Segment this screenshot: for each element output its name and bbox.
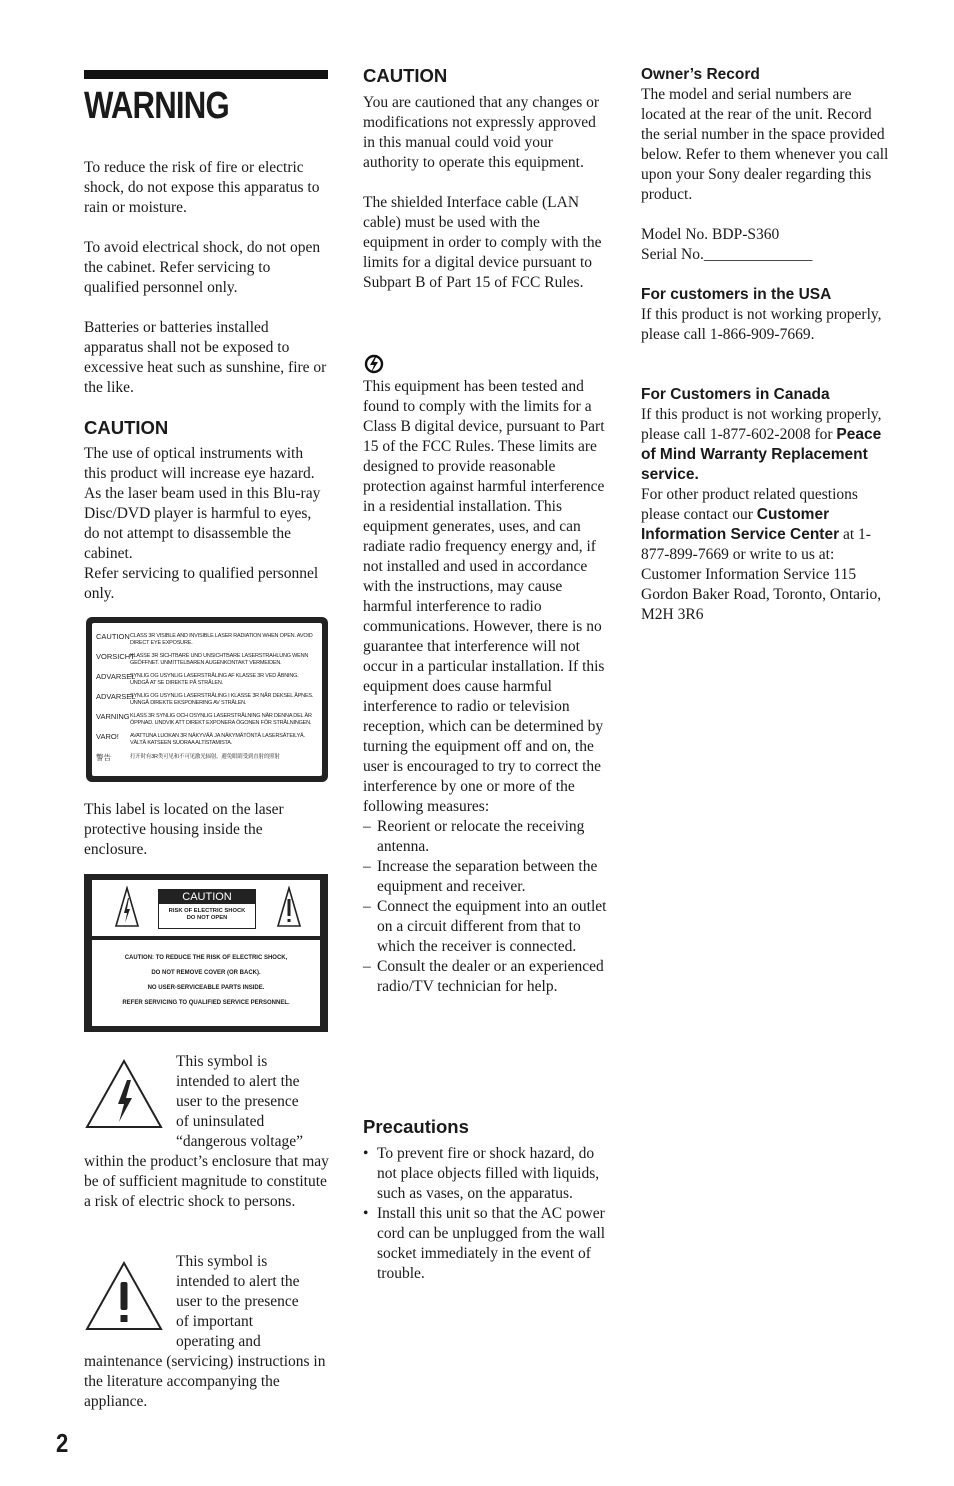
fcc-list-item: – Reorient or relocate the receiving antenna. — [363, 818, 585, 855]
symbol1-description: within the product’s enclosure that may be of sufficient magnitude to constitute a risk of electric shock to persons. — [84, 1153, 329, 1210]
symbol1-line: “dangerous voltage” — [176, 1133, 303, 1150]
symbol2-description: maintenance (servicing) instructions in the literature accompanying the appliance. — [84, 1353, 326, 1410]
symbol1-line: user to the presence — [176, 1093, 299, 1110]
canada-paragraph-2: For other product related questions please contact our Customer Information Service Center at 1-877-899-7669 or write to us at: Customer Information Service 115 Gordon Baker Road, Toronto, Ontario, M2H 3R6 — [641, 486, 882, 623]
page-number: 2 — [56, 1428, 69, 1458]
lightning-bolt-icon — [114, 886, 140, 928]
caution-label-line: REFER SERVICING TO QUALIFIED SERVICE PERSONNEL. — [122, 1000, 290, 1006]
canada-paragraph-1: If this product is not working properly, please call 1-877-602-2008 for Peace of Mind Warranty Replacement service. — [641, 406, 882, 483]
symbol2-line: operating and — [176, 1333, 261, 1350]
laser-label-row: ADVARSEL SYNLIG OG USYNLIG LASERSTRÅLING AF KLASSE 3R VED ÅBNING. UNDGÅ AT SE DIREKTE PÅ STRÅLEN. — [96, 672, 299, 686]
dangerous-voltage-icon — [84, 1058, 164, 1130]
exclamation-icon — [276, 886, 302, 928]
warning-paragraph-2: To avoid electrical shock, do not open the cabinet. Refer servicing to qualified personnel only. — [84, 239, 321, 296]
owners-record-heading: Owner’s Record — [641, 66, 760, 83]
laser-label-row: VARO! AVATTUNA LUOKAN 3R NÄKYVÄÄ JA NÄKYMÄTÖNTÄ LASERSÄTEILYÄ. VÄLTÄ KATSEEN SUORAA ALTISTAMISTA. — [96, 732, 305, 746]
caution-heading-1: CAUTION — [84, 417, 169, 438]
precautions-heading: Precautions — [363, 1116, 469, 1137]
caution1-paragraph-1: The use of optical instruments with this product will increase eye hazard. As the laser beam used in this Blu-ray Disc/DVD player is harmful to eyes, do not attempt to disassemble the cabinet. — [84, 445, 321, 562]
caution1-paragraph-2: Refer servicing to qualified personnel only. — [84, 565, 319, 602]
laser-label-note: This label is located on the laser protective housing inside the enclosure. — [84, 801, 284, 858]
symbol2-line: of important — [176, 1313, 254, 1330]
symbol2-line: intended to alert the — [176, 1273, 300, 1290]
caution-label-line: CAUTION: TO REDUCE THE RISK OF ELECTRIC SHOCK, — [124, 955, 288, 961]
caution-heading-2: CAUTION — [363, 65, 448, 86]
usa-paragraph: If this product is not working properly, please call 1-866-909-7669. — [641, 306, 882, 343]
fcc-section — [363, 377, 607, 997]
fcc-list-item: – Consult the dealer or an experienced radio/TV technician for help. — [363, 958, 604, 995]
laser-label-row: CAUTION CLASS 3R VISIBLE AND INVISIBLE LASER RADIATION WHEN OPEN. AVOID DIRECT EYE EXPOSURE. — [96, 632, 313, 646]
caution-label-line: NO USER-SERVICEABLE PARTS INSIDE. — [147, 985, 265, 991]
symbol2-text-top — [176, 1252, 336, 1352]
symbol1-line: of uninsulated — [176, 1113, 265, 1130]
laser-label-row: ADVARSEL SYNLIG OG USYNLIG LASERSTRÅLING I KLASSE 3R NÅR DEKSEL ÅPNES. UNNGÅ DIREKTE EKSPONERING AV STRÅLEN. — [96, 692, 314, 706]
precautions-list-item: • Install this unit so that the AC power cord can be unplugged from the wall socket immediately in the event of trouble. — [363, 1205, 606, 1282]
owners-record-paragraph: The model and serial numbers are located at the rear of the unit. Record the serial number in the space provided below. Refer to them whenever you call upon your Sony dealer regarding this product. — [641, 86, 889, 203]
caution-section-2 — [363, 65, 607, 293]
precautions-section — [363, 1116, 607, 1284]
canada-section — [641, 385, 891, 625]
symbol1-line: intended to alert the — [176, 1073, 300, 1090]
precautions-list-item: • To prevent fire or shock hazard, do not place objects filled with liquids, such as vases, on the apparatus. — [363, 1145, 600, 1202]
laser-label-row: 警告 打开时有3R类可见和不可见激光辐射，避免眼睛受到直射的照射 — [96, 753, 280, 762]
usa-section — [641, 285, 891, 345]
caution2-paragraph-1: You are cautioned that any changes or modifications not expressly approved in this manual could void your authority to operate this equipment. — [363, 94, 600, 171]
fcc-list-item: – Connect the equipment into an outlet on a circuit different from that to which the receiver is connected. — [363, 898, 607, 955]
electric-shock-caution-label — [84, 874, 328, 1032]
caution-label-line: DO NOT REMOVE COVER (OR BACK). — [151, 970, 261, 976]
usa-heading: For customers in the USA — [641, 286, 832, 303]
symbol2-line: This symbol is — [176, 1253, 268, 1270]
warning-paragraph-1: To reduce the risk of fire or electric shock, do not expose this apparatus to rain or moisture. — [84, 159, 320, 216]
warning-paragraph-3: Batteries or batteries installed apparatus shall not be exposed to excessive heat such as sunshine, fire or the like. — [84, 319, 327, 396]
warning-title: WARNING — [84, 85, 229, 127]
model-number: Model No. BDP-S360 — [641, 226, 780, 243]
caution2-paragraph-2: The shielded Interface cable (LAN cable) must be used with the equipment in order to comply with the limits for a digital device pursuant to Subpart B of Part 15 of FCC Rules. — [363, 194, 602, 291]
important-instructions-icon — [84, 1260, 164, 1332]
canada-heading: For Customers in Canada — [641, 386, 830, 403]
symbol2-line: user to the presence — [176, 1293, 299, 1310]
warning-title-bar — [84, 70, 328, 79]
caution-section-1 — [84, 417, 328, 604]
symbol1-line: This symbol is — [176, 1053, 268, 1070]
caution-label-header: CAUTION RISK OF ELECTRIC SHOCK DO NOT OPEN — [158, 889, 256, 929]
owners-record-section — [641, 65, 891, 265]
fcc-logo-icon — [364, 354, 384, 374]
serial-number: Serial No.______________ — [641, 246, 813, 263]
fcc-list-item: – Increase the separation between the equipment and receiver. — [363, 858, 598, 895]
laser-label-row: VARNING KLASS 3R SYNLIG OCH OSYNLIG LASERSTRÅLNING NÄR DENNA DEL ÄR ÖPPNAD. UNDVIK ATT DIREKT EXPONERA ÖGONEN FÖR STRÅLNINGEN. — [96, 712, 312, 726]
fcc-paragraph: This equipment has been tested and found to comply with the limits for a Class B digital device, pursuant to Part 15 of the FCC Rules. These limits are designed to provide reasonable protection against harmful interference in a residential installation. This equipment generates, uses, and can radiate radio frequency energy and, if not installed and used in accordance with the instructions, may cause harmful interference to radio communications. However, there is no guarantee that interference will not occur in a particular installation. If this equipment does cause harmful interference to radio or television reception, which can be determined by turning the equipment off and on, the user is encouraged to try to correct the interference by one or more of the following measures: — [363, 378, 605, 815]
laser-label-row: VORSICHT KLASSE 3R SICHTBARE UND UNSICHTBARE LASERSTRAHLUNG WENN GEÖFFNET. UNMITTELBAREN AUGENKONTAKT VERMEIDEN. — [96, 652, 309, 666]
symbol1-text-top — [176, 1052, 336, 1152]
warning-section — [84, 158, 328, 398]
laser-warning-label — [86, 617, 328, 782]
